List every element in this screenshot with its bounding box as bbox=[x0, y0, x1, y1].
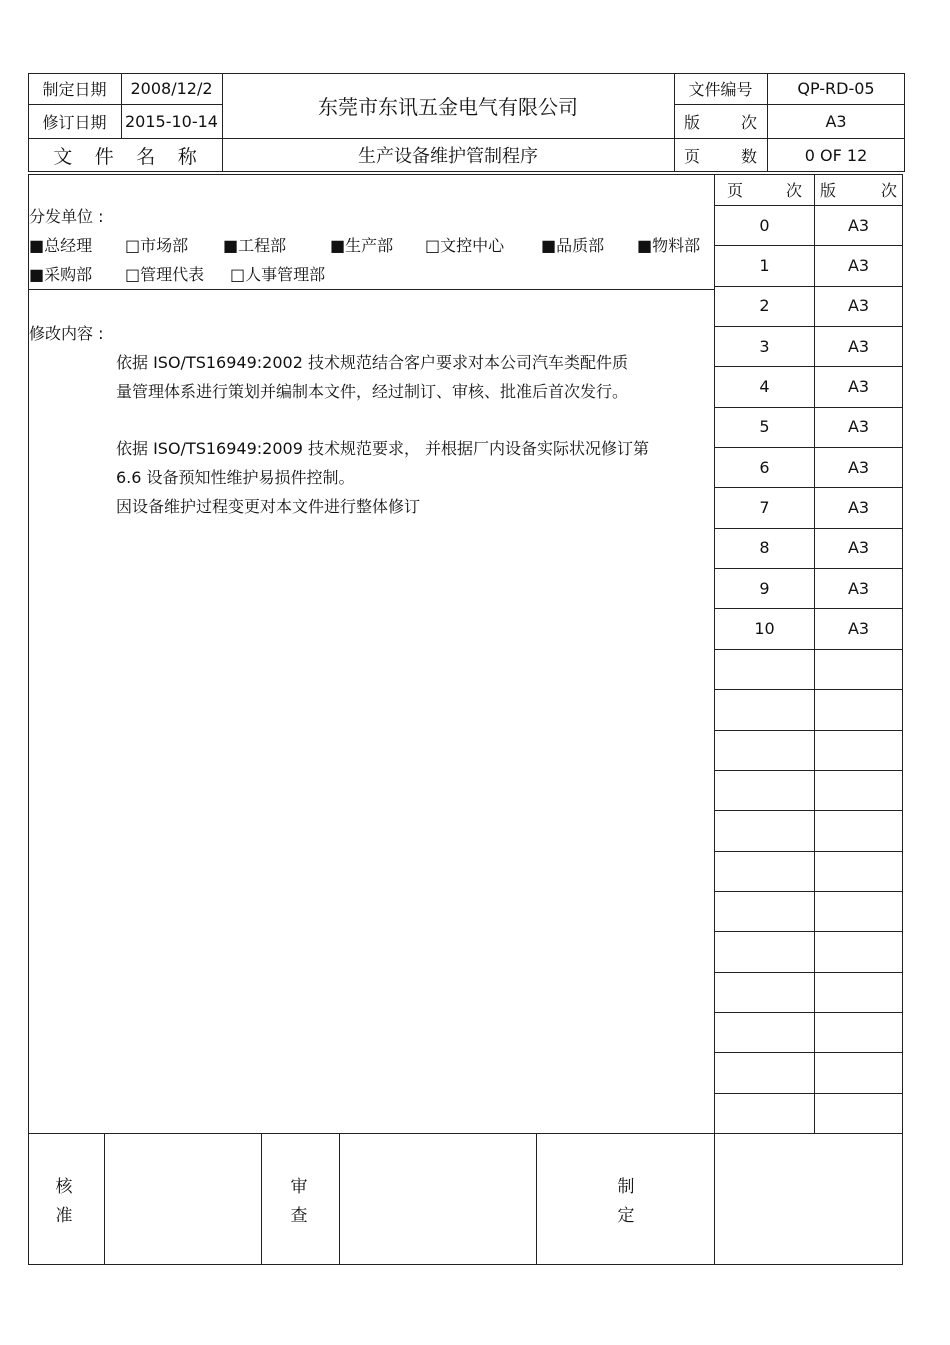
version-header-char: 版 bbox=[820, 181, 837, 200]
revision-version-cell bbox=[814, 972, 903, 1012]
revision-page-cell: 10 bbox=[754, 619, 775, 639]
prepare-label bbox=[611, 1173, 641, 1231]
review-label bbox=[284, 1173, 314, 1231]
dist-item-quality[interactable] bbox=[541, 233, 604, 256]
version-label bbox=[674, 104, 767, 138]
revision-line: 依据 ISO/TS16949:2002 技术规范结合客户要求对本公司汽车类配件质 bbox=[116, 353, 628, 372]
dist-checkbox[interactable]: □ bbox=[125, 236, 141, 255]
file-name-label-char: 名 bbox=[136, 145, 156, 168]
made-date-label: 制定日期 bbox=[42, 80, 107, 99]
revision-page-cell: 8 bbox=[759, 538, 770, 558]
review-char: 审 bbox=[290, 1177, 308, 1197]
revision-version-cell: A3 bbox=[847, 538, 870, 558]
revision-line: 因设备维护过程变更对本文件进行整体修订 bbox=[116, 497, 421, 516]
pages-value: 0 OF 12 bbox=[804, 145, 868, 165]
file-name-label bbox=[28, 138, 222, 172]
dist-item-label: 生产部 bbox=[345, 236, 394, 255]
revision-page-cell bbox=[715, 810, 814, 850]
revision-row bbox=[715, 366, 903, 406]
doc-no-label: 文件编号 bbox=[688, 80, 753, 99]
revision-line: 量管理体系进行策划并编制本文件，经过制订、审核、批准后首次发行。 bbox=[116, 382, 629, 401]
revision-row bbox=[715, 326, 903, 366]
revised-date-value: 2015-10-14 bbox=[125, 111, 218, 131]
dist-checkbox[interactable]: ■ bbox=[330, 236, 346, 255]
dist-checkbox[interactable]: □ bbox=[230, 265, 246, 284]
version-header bbox=[814, 174, 903, 205]
dist-checkbox[interactable]: ■ bbox=[29, 265, 45, 284]
file-name-label-char: 文 bbox=[53, 145, 73, 168]
file-name-label-char: 称 bbox=[177, 145, 197, 168]
dist-checkbox[interactable]: □ bbox=[125, 265, 141, 284]
revision-row bbox=[715, 407, 903, 447]
dist-item-marketing[interactable] bbox=[125, 233, 188, 256]
page-header-char: 次 bbox=[785, 181, 802, 200]
revision-page-cell: 4 bbox=[759, 377, 770, 397]
dist-item-label: 文控中心 bbox=[440, 236, 505, 255]
revision-version-cell: A3 bbox=[847, 619, 870, 639]
dist-item-label: 总经理 bbox=[44, 236, 93, 255]
revision-page-cell bbox=[715, 931, 814, 971]
revision-row bbox=[715, 608, 903, 648]
revision-version-cell bbox=[814, 1052, 903, 1092]
revision-page-cell bbox=[715, 972, 814, 1012]
dist-item-label: 管理代表 bbox=[140, 265, 205, 284]
revision-row bbox=[715, 931, 903, 971]
revision-version-cell bbox=[814, 649, 903, 689]
pages-label-char: 数 bbox=[740, 146, 757, 166]
revision-row bbox=[715, 689, 903, 729]
dist-item-label: 采购部 bbox=[44, 265, 93, 284]
revision-row bbox=[715, 972, 903, 1012]
revision-page-cell: 2 bbox=[759, 296, 770, 316]
revision-line: 依据 ISO/TS16949:2009 技术规范要求， 并根据厂内设备实际状况修订第 bbox=[116, 439, 650, 458]
revision-version-cell bbox=[814, 1012, 903, 1052]
revision-version-cell bbox=[814, 931, 903, 971]
dist-item-label: 市场部 bbox=[140, 236, 189, 255]
revision-version-cell: A3 bbox=[847, 578, 870, 598]
revision-version-cell: A3 bbox=[847, 296, 870, 316]
revision-page-cell: 9 bbox=[759, 578, 770, 598]
revision-row bbox=[715, 1093, 903, 1133]
revision-version-cell bbox=[814, 689, 903, 729]
revision-version-cell: A3 bbox=[847, 457, 870, 477]
review-char: 查 bbox=[290, 1206, 308, 1226]
approve-char: 准 bbox=[55, 1206, 73, 1226]
revision-page-cell bbox=[715, 1093, 814, 1133]
revision-page-cell: 6 bbox=[759, 457, 770, 477]
dist-item-doc-control[interactable] bbox=[425, 233, 504, 256]
revision-version-cell bbox=[814, 770, 903, 810]
revision-row bbox=[715, 730, 903, 770]
approve-signature-field[interactable] bbox=[105, 1134, 261, 1264]
revision-version-cell bbox=[814, 1093, 903, 1133]
revision-page-cell: 5 bbox=[759, 417, 770, 437]
revision-page-cell bbox=[715, 891, 814, 931]
approve-char: 核 bbox=[55, 1177, 73, 1197]
dist-item-production[interactable] bbox=[330, 233, 393, 256]
file-name-label-char: 件 bbox=[94, 145, 114, 168]
revision-content-label: 修改内容 : bbox=[29, 324, 104, 343]
revision-row bbox=[715, 851, 903, 891]
signature-divider bbox=[536, 1133, 537, 1265]
distribution-label: 分发单位 : bbox=[29, 207, 104, 226]
dist-checkbox[interactable]: ■ bbox=[637, 236, 653, 255]
dist-item-label: 人事管理部 bbox=[245, 265, 326, 284]
revision-row bbox=[715, 205, 903, 245]
signature-divider bbox=[261, 1133, 262, 1265]
revision-page-cell: 7 bbox=[759, 498, 770, 518]
revision-table-header bbox=[715, 174, 903, 205]
dist-item-label: 品质部 bbox=[556, 236, 605, 255]
revision-version-cell: A3 bbox=[847, 377, 870, 397]
pages-label-char: 页 bbox=[684, 146, 701, 166]
dist-checkbox[interactable]: ■ bbox=[29, 236, 45, 255]
revision-row bbox=[715, 286, 903, 326]
dist-item-mgmt-rep[interactable] bbox=[125, 262, 204, 285]
revision-row bbox=[715, 447, 903, 487]
revision-row bbox=[715, 770, 903, 810]
dist-item-materials[interactable] bbox=[637, 233, 700, 256]
revised-date-label: 修订日期 bbox=[42, 112, 107, 132]
revision-row bbox=[715, 1052, 903, 1092]
dist-item-hr[interactable] bbox=[230, 262, 325, 285]
dist-item-label: 物料部 bbox=[652, 236, 701, 255]
page-header bbox=[715, 174, 814, 205]
revision-page-cell: 0 bbox=[759, 215, 770, 235]
doc-no-value: QP-RD-05 bbox=[797, 79, 875, 98]
revision-page-cell bbox=[715, 689, 814, 729]
revision-page-cell bbox=[715, 649, 814, 689]
prepare-char: 定 bbox=[617, 1206, 635, 1226]
dist-item-general-manager[interactable] bbox=[29, 233, 92, 256]
distribution-divider bbox=[28, 289, 715, 290]
file-name-value: 生产设备维护管制程序 bbox=[358, 146, 538, 167]
revision-row bbox=[715, 649, 903, 689]
revision-page-cell bbox=[715, 730, 814, 770]
revision-page-cell bbox=[715, 770, 814, 810]
made-date-value: 2008/12/2 bbox=[130, 79, 213, 98]
revision-version-cell: A3 bbox=[847, 336, 870, 356]
dist-item-engineering[interactable] bbox=[223, 233, 286, 256]
revision-column-divider bbox=[814, 174, 815, 1134]
revision-row bbox=[715, 487, 903, 527]
revision-page-cell bbox=[715, 1012, 814, 1052]
revision-page-cell bbox=[715, 1052, 814, 1092]
version-label-char: 版 bbox=[684, 112, 701, 132]
version-value: A3 bbox=[825, 111, 847, 131]
revision-page-cell: 1 bbox=[759, 256, 770, 276]
dist-checkbox[interactable]: □ bbox=[425, 236, 441, 255]
dist-item-purchasing[interactable] bbox=[29, 262, 92, 285]
revision-row bbox=[715, 245, 903, 285]
revision-version-cell: A3 bbox=[847, 256, 870, 276]
prepare-signature-field[interactable] bbox=[715, 1134, 902, 1264]
revision-version-cell: A3 bbox=[847, 215, 870, 235]
revision-row bbox=[715, 891, 903, 931]
revision-version-cell bbox=[814, 810, 903, 850]
revision-row bbox=[715, 568, 903, 608]
company-name: 东莞市东讯五金电气有限公司 bbox=[318, 95, 578, 119]
revision-version-cell bbox=[814, 730, 903, 770]
version-header-char: 次 bbox=[880, 181, 897, 200]
page-header-char: 页 bbox=[727, 181, 744, 200]
approve-label bbox=[49, 1173, 79, 1231]
version-label-char: 次 bbox=[740, 112, 757, 132]
prepare-char: 制 bbox=[617, 1177, 635, 1197]
review-signature-field[interactable] bbox=[340, 1134, 536, 1264]
revision-row bbox=[715, 1012, 903, 1052]
dist-checkbox[interactable]: ■ bbox=[541, 236, 557, 255]
revision-version-cell bbox=[814, 891, 903, 931]
pages-label bbox=[674, 138, 767, 172]
revision-version-cell bbox=[814, 851, 903, 891]
revision-row bbox=[715, 528, 903, 568]
revision-page-cell bbox=[715, 851, 814, 891]
revision-page-cell: 3 bbox=[759, 336, 770, 356]
revision-version-cell: A3 bbox=[847, 498, 870, 518]
dist-item-label: 工程部 bbox=[238, 236, 287, 255]
revision-row bbox=[715, 810, 903, 850]
revision-line: 6.6 设备预知性维护易损件控制。 bbox=[116, 468, 355, 487]
revision-version-cell: A3 bbox=[847, 417, 870, 437]
dist-checkbox[interactable]: ■ bbox=[223, 236, 239, 255]
